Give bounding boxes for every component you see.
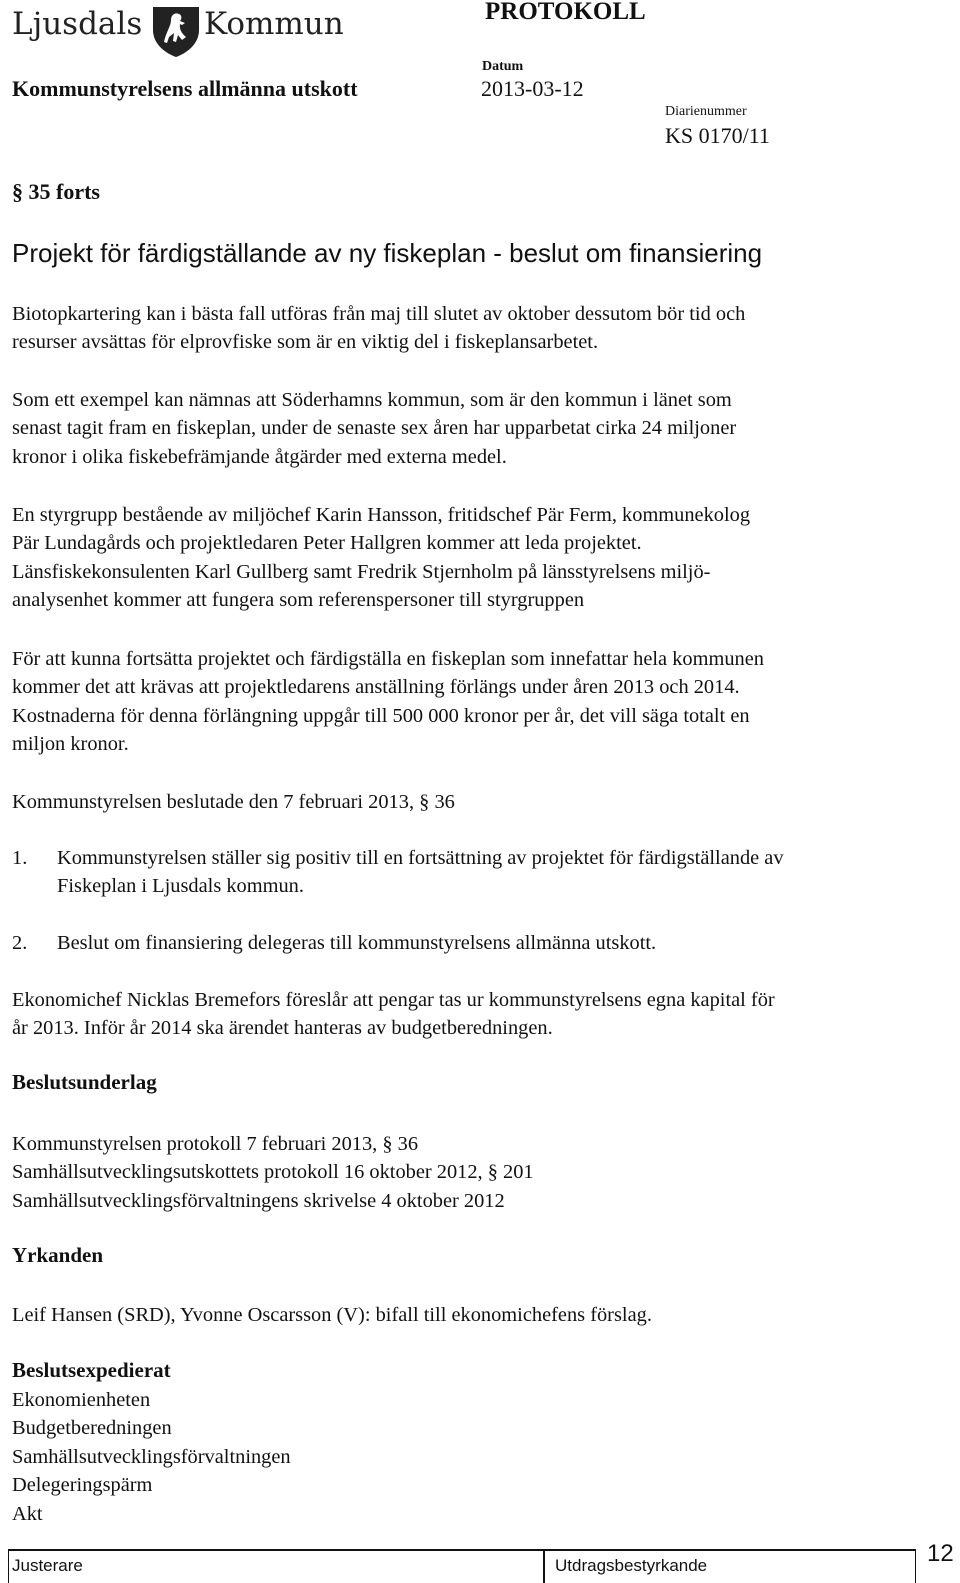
- text-line: kronor i olika fiskebefrämjande åtgärder med externa medel.: [12, 445, 507, 468]
- text-line: Beslut om finansiering delegeras till kommunstyrelsens allmänna utskott.: [57, 932, 657, 954]
- text-line: För att kunna fortsätta projektet och färdigställa en fiskeplan som innefattar hela kommunen: [12, 648, 764, 670]
- beslutsexpedierat-list: [12, 1386, 952, 1528]
- decision-item-2: [12, 929, 952, 959]
- list-item: Kommunstyrelsen protokoll 7 februari 2013, § 36: [12, 1133, 419, 1155]
- list-item: Delegeringspärm: [12, 1474, 153, 1497]
- date-label: Datum: [482, 59, 524, 74]
- text-line: Ekonomichef Nicklas Bremefors föreslår att pengar tas ur kommunstyrelsens egna kapital för: [12, 989, 775, 1011]
- text-line: Kommunstyrelsen beslutade den 7 februari 2013, § 36: [12, 791, 455, 813]
- paragraph-soderhamn-example: [12, 386, 952, 471]
- text-line: Biotopkartering kan i bästa fall utföras från maj till slutet av oktober dessutom bör tid och: [12, 303, 746, 325]
- decision-number: 2.: [12, 932, 28, 954]
- list-item: Samhällsutvecklingsförvaltningens skrivelse 4 oktober 2012: [12, 1189, 505, 1212]
- list-item: Samhällsutvecklingsförvaltningen: [12, 1445, 291, 1468]
- beslutsunderlag-heading: Beslutsunderlag: [12, 1070, 157, 1094]
- list-item: Akt: [12, 1502, 43, 1525]
- text-line: Länsfiskekonsulenten Karl Gullberg samt Fredrik Stjernholm på länsstyrelsens miljö-: [12, 560, 711, 583]
- paragraph-styrgrupp: [12, 501, 952, 615]
- justerare-label: Justerare: [12, 1556, 83, 1575]
- decision-number: 1.: [12, 847, 28, 869]
- text-line: kommer det att krävas att projektledarens anställning förlängs under åren 2013 och 2014.: [12, 676, 740, 699]
- paragraph-ekonomichef: [12, 986, 952, 1043]
- beslutsexpedierat-heading: Beslutsexpedierat: [12, 1358, 171, 1382]
- text-line: analysenhet kommer att fungera som referenspersoner till styrgruppen: [12, 589, 585, 612]
- list-item: Ekonomienheten: [12, 1389, 151, 1411]
- registration-number-label: Diarienummer: [665, 104, 747, 119]
- list-item: Budgetberedningen: [12, 1417, 172, 1440]
- date-value: 2013-03-12: [481, 76, 584, 101]
- text-line: Kostnaderna för denna förlängning uppgår till 500 000 kronor per år, det vill säga totalt en: [12, 704, 750, 727]
- text-line: resurser avsättas för elprovfiske som är en viktig del i fiskeplansarbetet.: [12, 331, 599, 354]
- text-line: miljon kronor.: [12, 733, 129, 756]
- text-line: En styrgrupp bestående av miljöchef Karin Hansson, fritidschef Pär Ferm, kommunekolog: [12, 504, 751, 526]
- logo-text-right: Kommun: [204, 6, 344, 42]
- decision-item-1: [12, 844, 952, 904]
- registration-number-value: KS 0170/11: [665, 123, 770, 148]
- section-number: § 35 forts: [12, 179, 100, 204]
- paragraph-biotopkartering: [12, 300, 952, 357]
- justerare-box: [8, 1551, 544, 1583]
- yrkanden-heading: Yrkanden: [12, 1243, 104, 1267]
- logo-text-left: Ljusdals: [12, 6, 143, 42]
- text-line: Leif Hansen (SRD), Yvonne Oscarsson (V): bifall till ekonomichefens förslag.: [12, 1304, 652, 1326]
- text-line: Kommunstyrelsen ställer sig positiv till en fortsättning av projektet för färdigställande av: [57, 847, 784, 869]
- page-title: Projekt för färdigställande av ny fiskeplan - beslut om finansiering: [12, 238, 763, 268]
- paragraph-kostnader: [12, 645, 952, 759]
- list-item: Samhällsutvecklingsutskottets protokoll 16 oktober 2012, § 201: [12, 1161, 534, 1184]
- document-type: PROTOKOLL: [485, 0, 646, 25]
- text-line: år 2013. Inför år 2014 ska ärendet hanteras av budgetberedningen.: [12, 1017, 553, 1040]
- coat-of-arms-icon: [149, 4, 203, 58]
- page-number: 12: [927, 1540, 954, 1567]
- text-line: Som ett exempel kan nämnas att Söderhamns kommun, som är den kommun i länet som: [12, 389, 732, 411]
- text-line: Pär Lundagårds och projektledaren Peter Hallgren kommer att leda projektet.: [12, 532, 642, 555]
- yrkanden-text: [12, 1301, 952, 1329]
- municipality-logo: [12, 4, 344, 46]
- text-line: Fiskeplan i Ljusdals kommun.: [57, 875, 304, 898]
- paragraph-ks-beslut: [12, 788, 952, 816]
- committee-name: Kommunstyrelsens allmänna utskott: [12, 76, 358, 101]
- text-line: senast tagit fram en fiskeplan, under de senaste sex åren har upparbetat cirka 24 miljoner: [12, 417, 737, 440]
- utdragsbestyrkande-label: Utdragsbestyrkande: [555, 1556, 708, 1575]
- beslutsunderlag-list: [12, 1130, 952, 1215]
